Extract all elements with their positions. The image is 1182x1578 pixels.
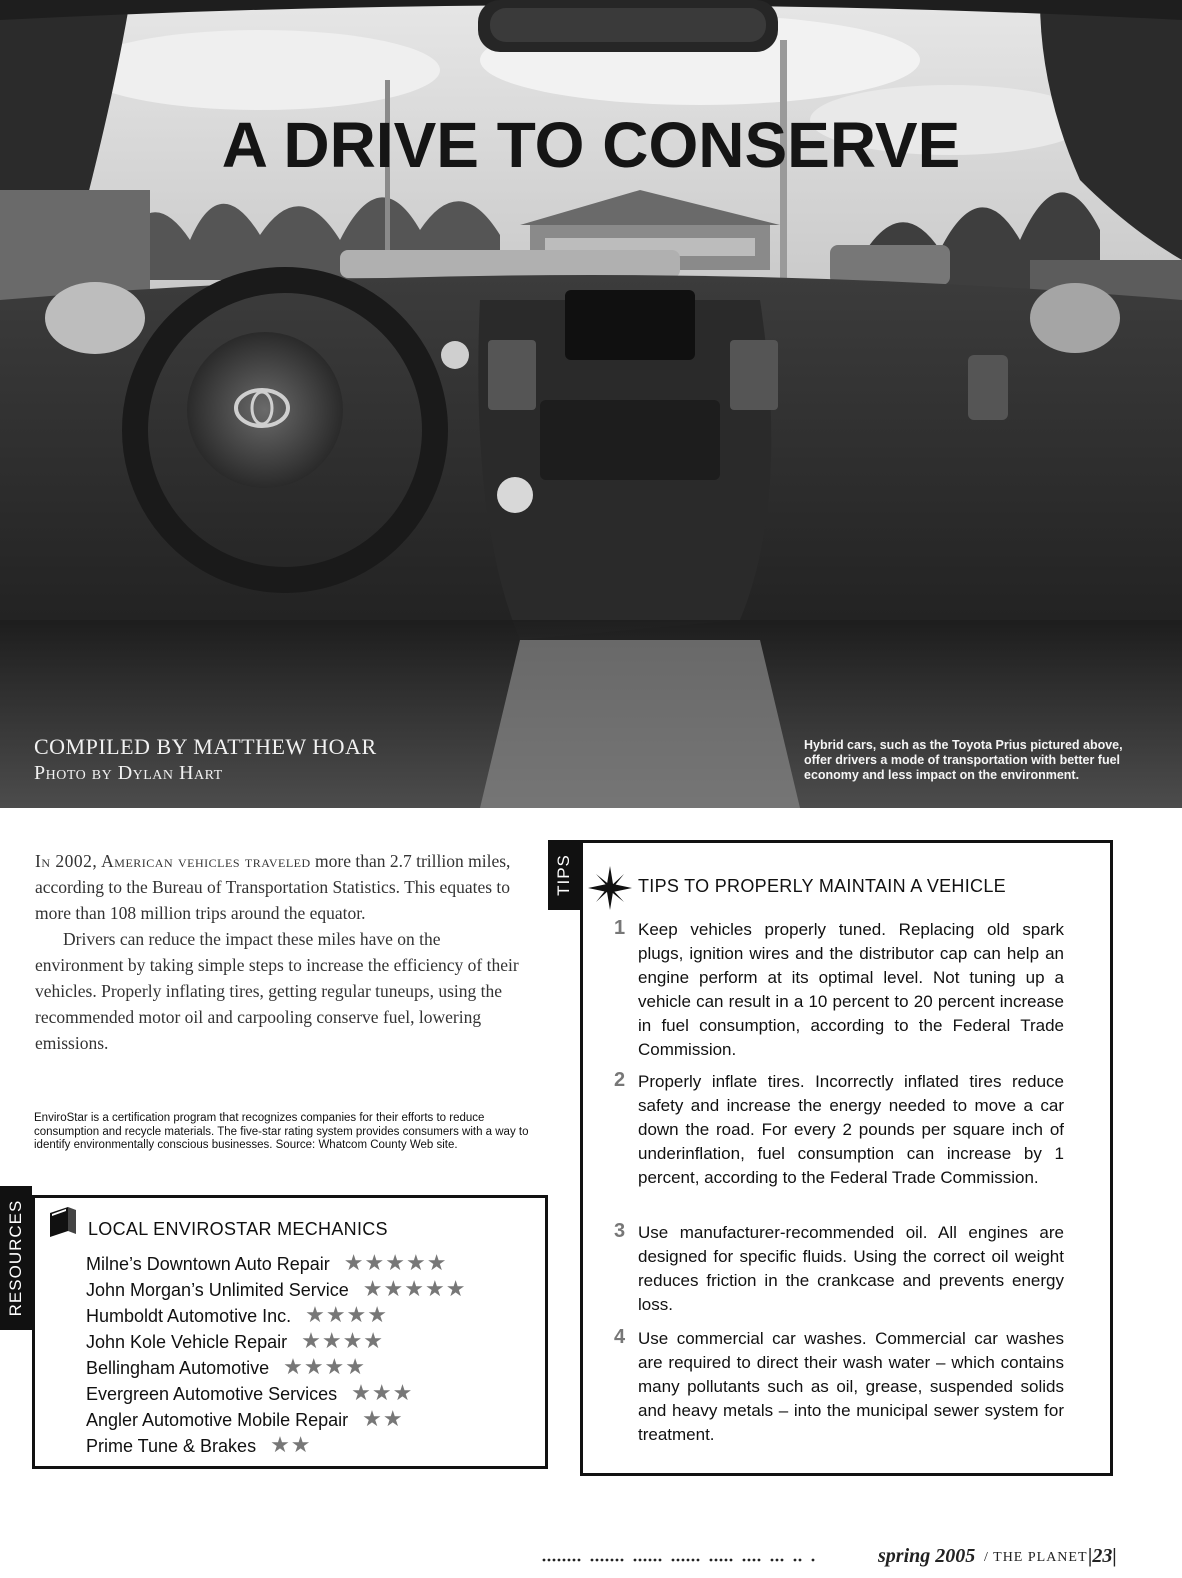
mechanic-name: Prime Tune & Brakes — [86, 1436, 257, 1456]
intro-text — [35, 848, 530, 1056]
tip-number: 2 — [614, 1069, 626, 1091]
star-rating-icon: ★★★★★ — [362, 1276, 467, 1301]
star-rating-icon: ★★★★ — [305, 1302, 388, 1327]
tip-text: Use manufacturer-recommended oil. All engines are designed for specific fluids. Using the correct oil weight reduces friction in the crankcase and prevents energy loss. — [638, 1223, 1064, 1314]
star-rating-icon: ★★★★★ — [343, 1250, 448, 1275]
mechanic-name: Bellingham Automotive — [86, 1358, 270, 1378]
page-number: |23| — [1088, 1545, 1117, 1567]
article-headline: A DRIVE TO CONSERVE — [221, 109, 961, 181]
intro-lead-in: In 2002, American vehicles traveled — [35, 851, 311, 871]
tip-number: 4 — [614, 1326, 626, 1348]
resources-tab-label: RESOURCES — [6, 1199, 25, 1317]
mechanics-list — [86, 1250, 466, 1458]
resources-tab — [0, 1186, 32, 1330]
mechanic-name: John Morgan’s Unlimited Service — [86, 1280, 349, 1300]
dotted-leader — [542, 1556, 872, 1564]
magazine-name: / THE PLANET — [984, 1550, 1088, 1565]
tips-tab — [548, 840, 580, 910]
star-rating-icon: ★★ — [270, 1432, 312, 1457]
list-item — [86, 1432, 466, 1458]
tips-tab-label: TIPS — [554, 854, 573, 896]
list-item — [86, 1250, 466, 1276]
list-item — [86, 1380, 466, 1406]
issue-season: spring 2005 — [878, 1545, 976, 1567]
list-item — [86, 1354, 466, 1380]
tip-number: 1 — [614, 917, 626, 939]
compiled-by-credit: COMPILED BY MATTHEW HOAR — [34, 734, 377, 759]
star-rating-icon: ★★ — [362, 1406, 404, 1431]
photo-credit: Photo by Dylan Hart — [34, 762, 223, 784]
mechanic-name: Evergreen Automotive Services — [86, 1384, 338, 1404]
star-rating-icon: ★★★★ — [301, 1328, 385, 1353]
list-item — [86, 1328, 466, 1354]
mechanic-name: Angler Automotive Mobile Repair — [86, 1410, 349, 1430]
intro-paragraph-1 — [35, 848, 530, 926]
tip-text: Use commercial car washes. Commercial car washes are required to direct their wash water – which contains many pollutants such as oil, grease, suspended solids and heavy metals – into the municipal sewer system for treatment. — [638, 1329, 1064, 1444]
tip-number: 3 — [614, 1220, 626, 1242]
mechanic-name: Humboldt Automotive Inc. — [86, 1306, 292, 1326]
tip-text: Keep vehicles properly tuned. Replacing old spark plugs, ignition wires and the distributor cap can help an engine perform at its optimal level. Not tuning up a vehicle can result in a 10 percent to 20 percent increase in fuel consumption, according to the Federal Trade Commission. — [638, 920, 1064, 1059]
resources-title: LOCAL ENVIROSTAR MECHANICS — [88, 1219, 388, 1239]
list-item — [86, 1406, 466, 1432]
star-rating-icon: ★★★★ — [283, 1354, 366, 1379]
star-burst-icon — [588, 866, 632, 910]
list-item — [86, 1276, 466, 1302]
intro-paragraph-2: Drivers can reduce the impact these miles have on the environment by taking simple steps to increase the efficiency of their vehicles. Properly inflating tires, getting regular tuneups, using the recommended motor oil and carpooling conserve fuel, lowering emissions. — [35, 929, 519, 1053]
photo-caption: Hybrid cars, such as the Toyota Prius pictured above, offer drivers a mode of transportation with better fuel economy and less impact on the environment. — [804, 738, 1123, 782]
book-icon — [48, 1205, 78, 1237]
list-item — [86, 1302, 466, 1328]
tips-title: TIPS TO PROPERLY MAINTAIN A VEHICLE — [638, 876, 1006, 896]
star-rating-icon: ★★★ — [351, 1380, 414, 1405]
intro-paragraph-1-body: more than 2.7 trillion miles, according to the Bureau of Transportation Statistics. This equates to more than 108 million trips around the equator. — [35, 851, 511, 923]
mechanic-name: John Kole Vehicle Repair — [86, 1332, 288, 1352]
mechanic-name: Milne’s Downtown Auto Repair — [86, 1254, 330, 1274]
tip-text: Properly inflate tires. Incorrectly inflated tires reduce safety and increase the energy needed to move a car down the road. For every 2 pounds per square inch of underinflation, fuel consumption can increase by 1 percent, according to the Federal Trade Commission. — [638, 1072, 1064, 1187]
envirostar-note: EnviroStar is a certification program that recognizes companies for their efforts to reduce consumption and recycle materials. The five-star rating system provides consumers with a way to identify environmentally conscious businesses. Source: Whatcom County Web site. — [34, 1112, 529, 1151]
